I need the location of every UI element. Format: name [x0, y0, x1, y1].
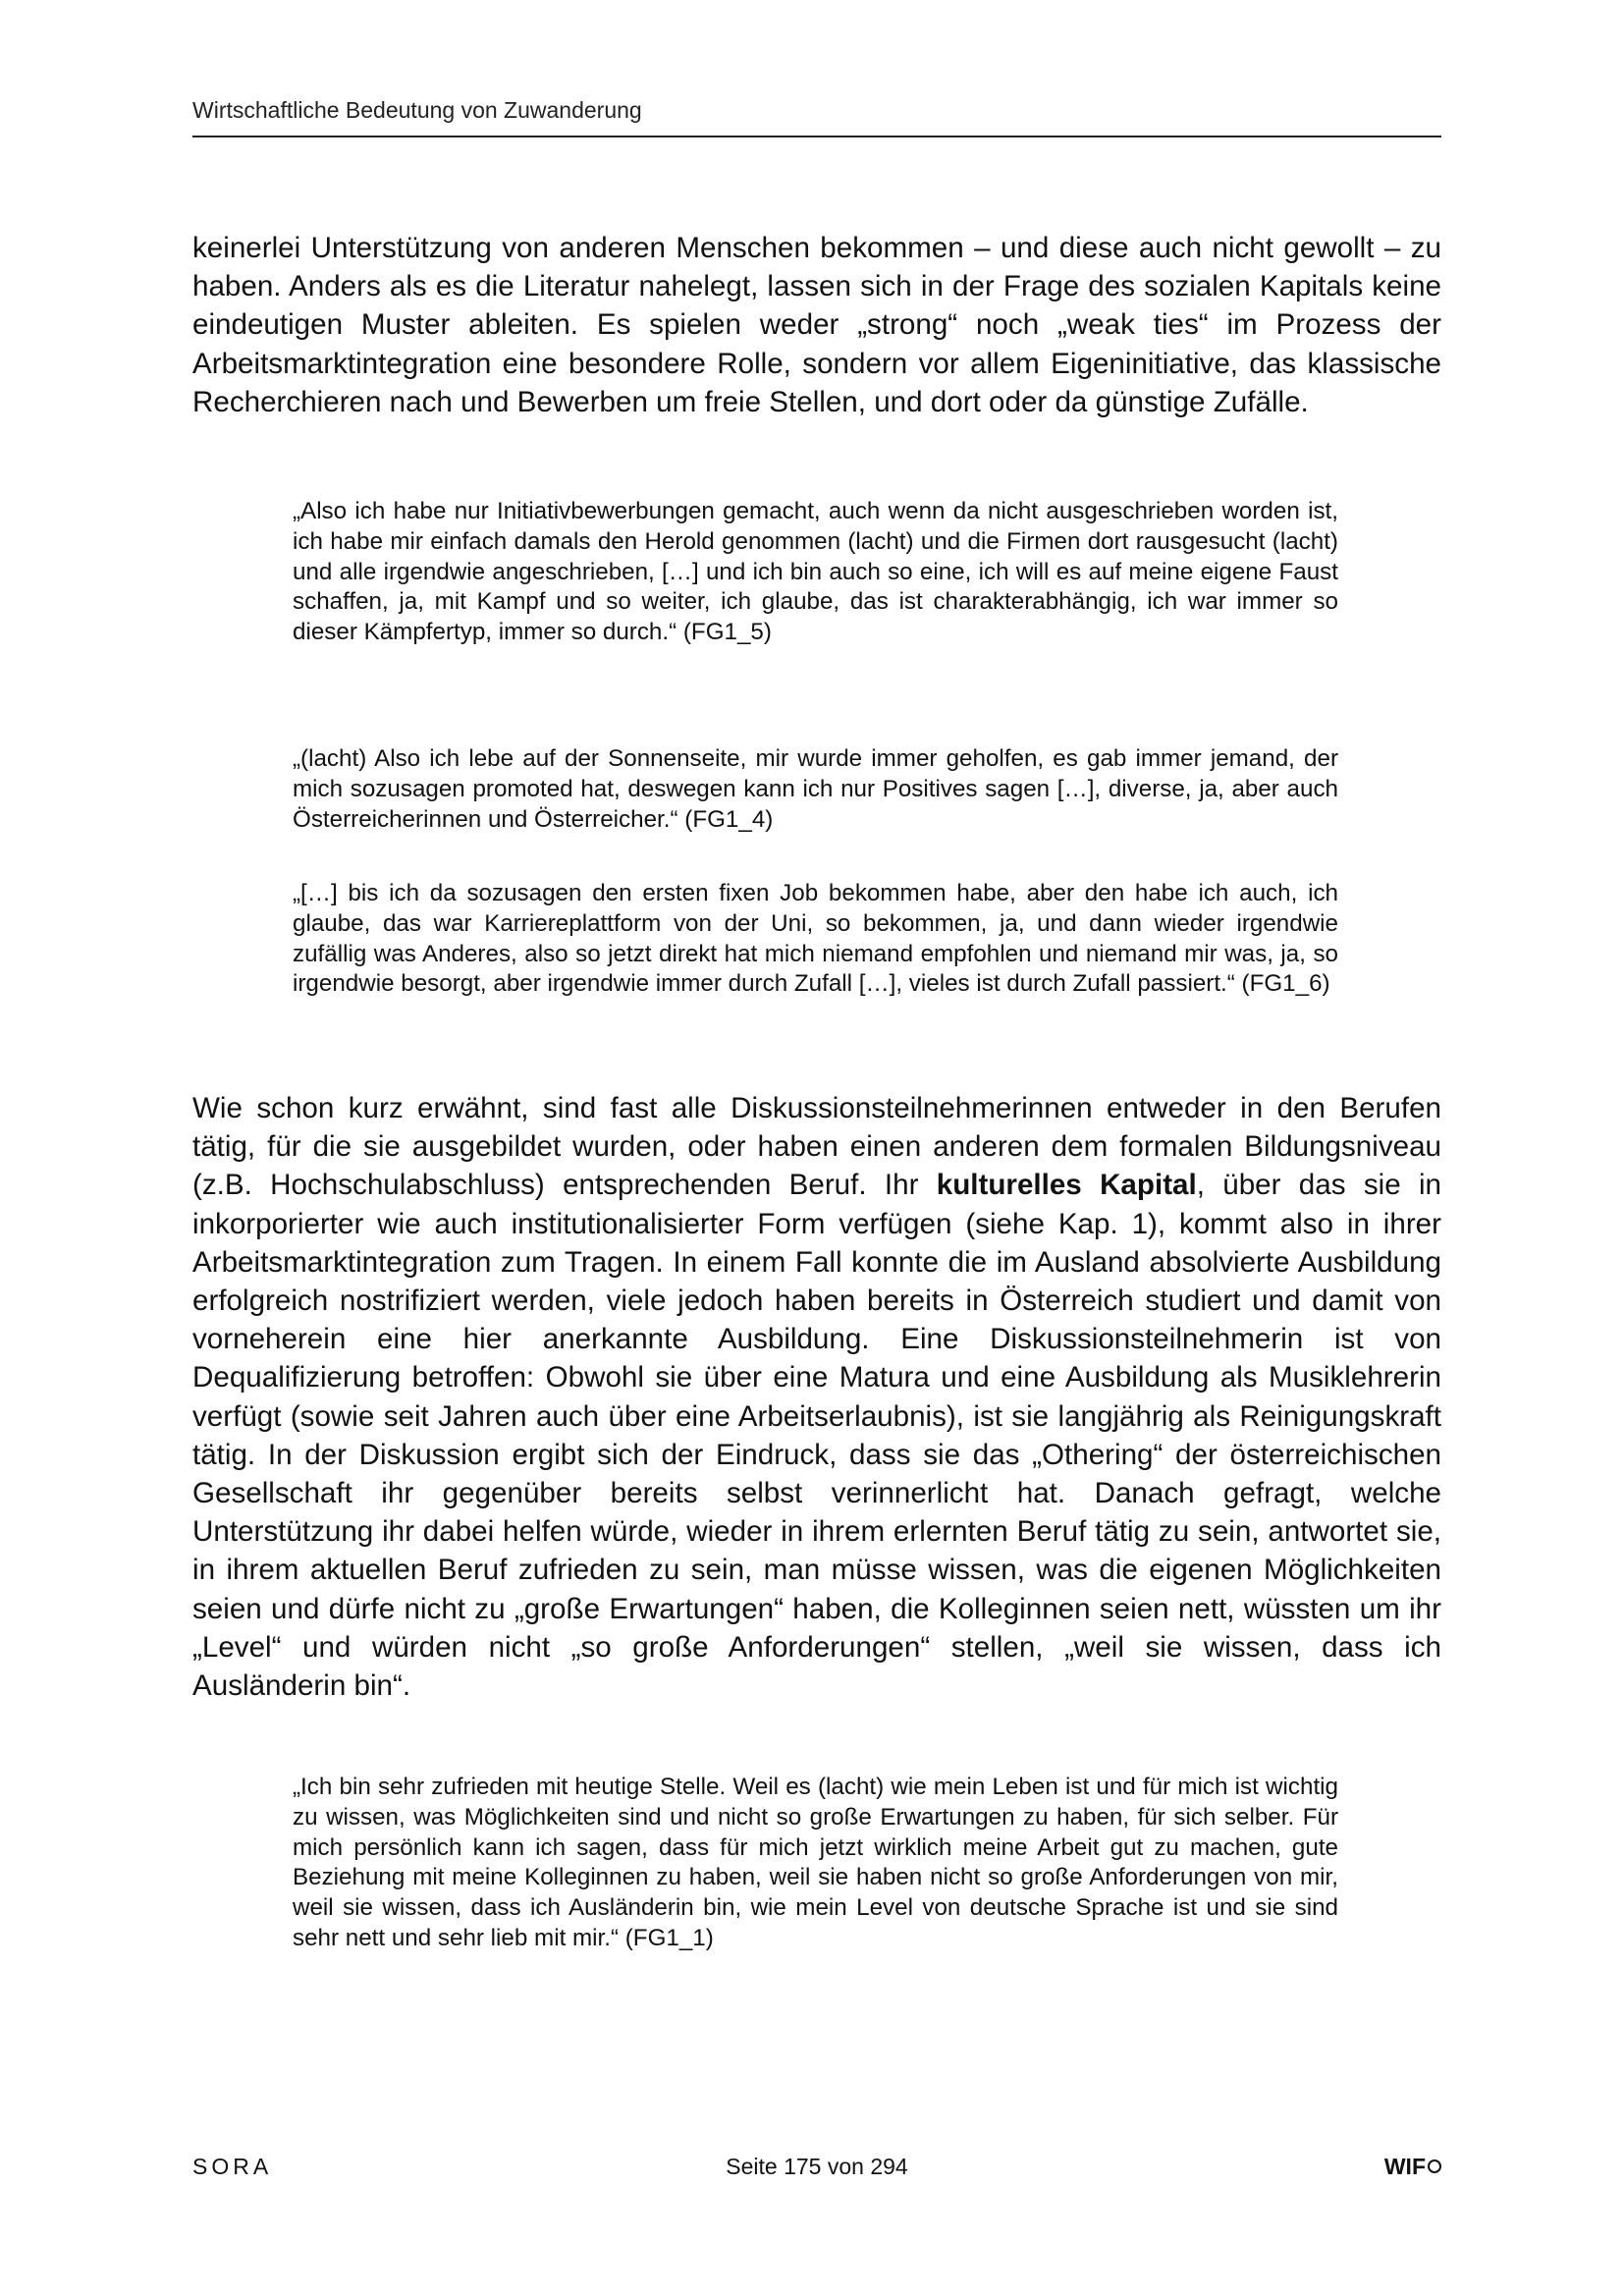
footer-sora-logo: SORA [192, 2154, 273, 2179]
wifo-logo [1384, 2153, 1441, 2180]
body-paragraph-1: keinerlei Unterstützung von anderen Menschen bekommen – und diese auch nicht gewollt – zu haben. Anders als es die Literatur nahelegt, lassen sich in der Frage des sozialen Kapitals keine eindeutigen Muster ableiten. Es spielen weder „strong“ noch „weak ties“ im Prozess der Arbeitsmarktintegration eine besondere Rolle, sondern vor allem Eigeninitiative, das klassische Recherchieren nach und Bewerben um freie Stellen, und dort oder da günstige Zufälle. [192, 232, 1441, 418]
page-header [192, 96, 1441, 137]
header-title: Wirtschaftliche Bedeutung von Zuwanderung [192, 97, 642, 123]
wifo-logo-circle-icon [1428, 2159, 1441, 2173]
quote-fg1-5: „Also ich habe nur Initiativbewerbungen gemacht, auch wenn da nicht ausgeschrieben worden ist, ich habe mir einfach damals den Herold genommen (lacht) und die Firmen dort rausgesucht (lacht) und alle irgendwie angeschrieben, […] und ich bin auch so eine, ich will es auf meine eigene Faust schaffen, ja, mit Kampf und so weiter, ich glaube, das ist charakterabhängig, ich war immer so dieser Kämpfertyp, immer so durch.“ (FG1_5) [293, 498, 1338, 646]
quote-fg1-4: „(lacht) Also ich lebe auf der Sonnenseite, mir wurde immer geholfen, es gab immer jemand, der mich sozusagen promoted hat, deswegen kann ich nur Positives sagen […], diverse, ja, aber auch Österreicherinnen und Österreicher.“ (FG1_4) [293, 745, 1338, 833]
paragraph-2-text-start: Wie schon kurz erwähnt, sind fast alle Diskussionsteilnehmerinnen entweder in den Berufen tätig, für die sie ausgebildet wurden, oder haben einen anderen dem formalen Bildungsniveau (z.B. Hochschulabschluss) entsprechenden Beruf. Ihr [192, 1092, 1441, 1202]
page-number: Seite 175 von 294 [726, 2154, 908, 2179]
page-footer [192, 2153, 1441, 2188]
quote-fg1-1: „Ich bin sehr zufrieden mit heutige Stelle. Weil es (lacht) wie mein Leben ist und für mich ist wichtig zu wissen, was Möglichkeiten sind und nicht so große Erwartungen zu haben, für sich selber. Für mich persönlich kann ich sagen, dass für mich jetzt wirklich meine Arbeit gut zu machen, gute Beziehung mit meine Kolleginnen zu haben, weil sie haben nicht so große Anforderungen von mir, weil sie wissen, dass ich Ausländerin bin, wie mein Level von deutsche Sprache ist und sie sind sehr nett und sehr lieb mit mir.“ (FG1_1) [293, 1774, 1338, 1951]
paragraph-2-text-end: , über das sie in inkorporierter wie auch institutionalisierter Form verfügen (siehe Kap. 1), kommt also in ihrer Arbeitsmarktintegration zum Tragen. In einem Fall konnte die im Ausland absolvierte Ausbildung erfolgreich nostrifiziert werden, viele jedoch haben bereits in Österreich studiert und damit von vorneherein eine hier anerkannte Ausbildung. Eine Diskussionsteilnehmerin ist von Dequalifizierung betroffen: Obwohl sie über eine Matura und eine Ausbildung als Musiklehrerin verfügt (sowie seit Jahren auch über eine Arbeitserlaubnis), ist sie langjährig als Reinigungskraft tätig. In der Diskussion ergibt sich der Eindruck, dass sie das „Othering“ der österreichischen Gesellschaft ihr gegenüber bereits selbst verinnerlicht hat. Danach gefragt, welche Unterstützung ihr dabei helfen würde, wieder in ihrem erlernten Beruf tätig zu sein, antwortet sie, in ihrem aktuellen Beruf zufrieden zu sein, man müsse wissen, was die eigenen Möglichkeiten seien und dürfe nicht zu „große Erwartungen“ haben, die Kolleginnen seien nett, wüssten um ihr „Level“ und würden nicht „so große Anforderungen“ stellen, „weil sie wissen, dass ich Ausländerin bin“. [192, 1169, 1441, 1703]
wifo-logo-text: WIF [1383, 2154, 1426, 2179]
body-paragraph-2 [192, 1089, 1441, 1705]
quote-fg1-6: „[…] bis ich da sozusagen den ersten fixen Job bekommen habe, aber den habe ich auch, ich glaube, das war Karriereplattform von der Uni, so bekommen, ja, und dann wieder irgendwie zufällig was Anderes, also so jetzt direkt hat mich niemand empfohlen und niemand mir was, ja, so irgendwie besorgt, aber irgendwie immer durch Zufall […], vieles ist durch Zufall passiert.“ (FG1_6) [293, 880, 1338, 998]
bold-term-kulturelles-kapital: kulturelles Kapital [936, 1169, 1197, 1202]
